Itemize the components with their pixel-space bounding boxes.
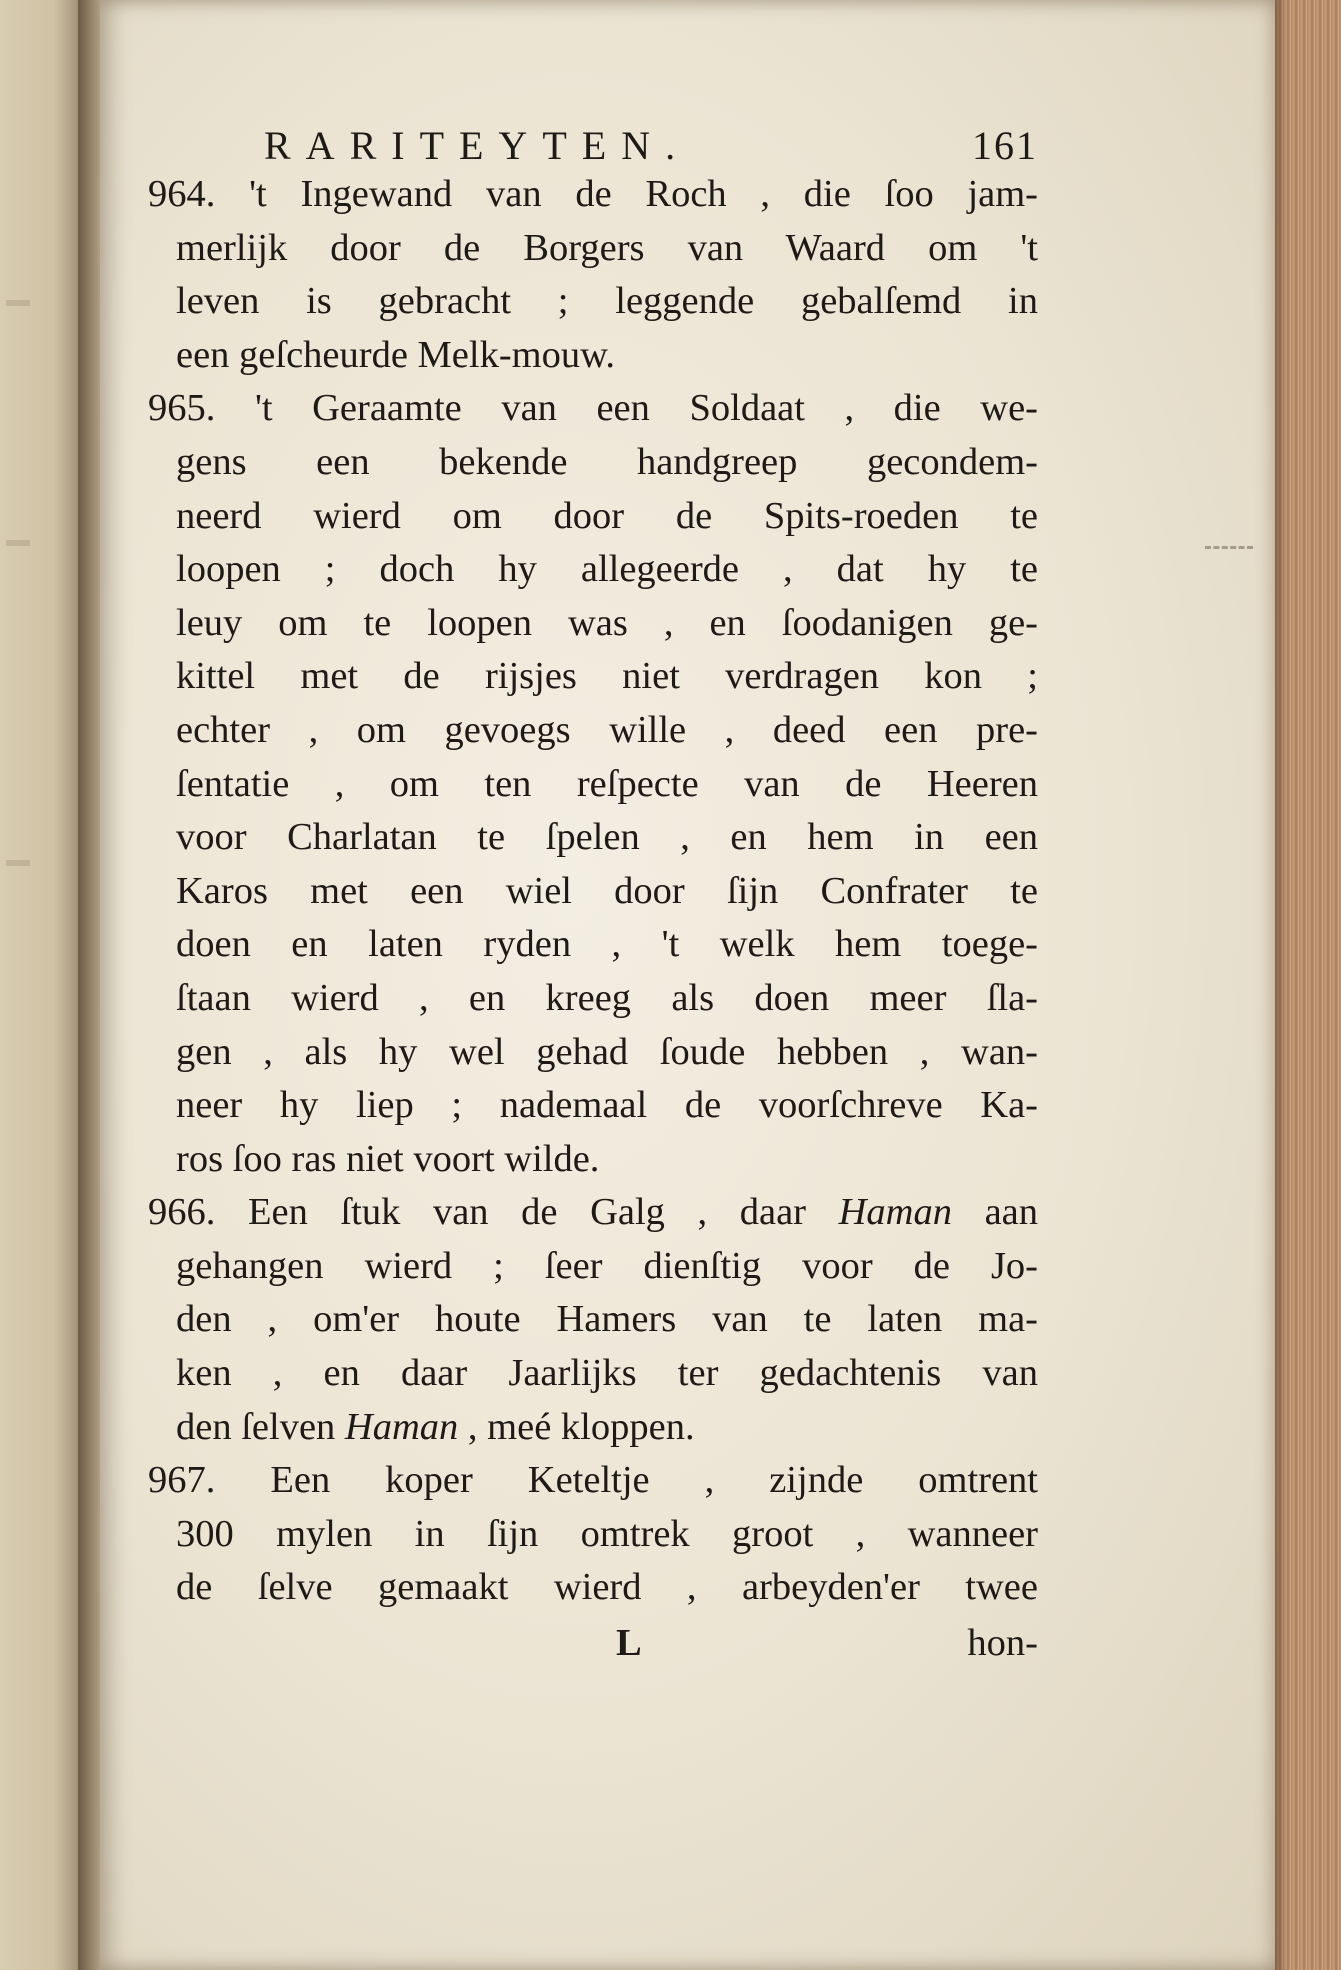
page-number: 161 — [972, 123, 1038, 168]
page-footer — [176, 1621, 1038, 1675]
page-text — [148, 118, 1038, 1675]
catalog-entry-964 — [148, 168, 1038, 382]
text-line: 967. Een koper Keteltje , zijnde omtrent — [176, 1454, 1038, 1508]
text-line: 965. 't Geraamte van een Soldaat , die we- — [176, 382, 1038, 436]
text-line: een geſcheurde Melk-mouw. — [176, 333, 616, 376]
text-line: merlijk door de Borgers van Waard om 't — [176, 226, 1038, 269]
page-block-edge — [1275, 0, 1341, 1970]
text-line: de ſelve gemaakt wierd , arbeyden'er twee — [176, 1566, 1038, 1609]
text-line: loopen ; doch hy allegeerde , dat hy te — [176, 548, 1038, 591]
text-line: 966. Een ſtuk van de Galg , daar Haman aan — [176, 1186, 1038, 1240]
text-line: neerd wierd om door de Spits-roeden te — [176, 494, 1038, 537]
text-line: Karos met een wiel door ſijn Confrater te — [176, 869, 1038, 912]
text-line: gen , als hy wel gehad ſoude hebben , wan- — [176, 1030, 1038, 1073]
text-line: voor Charlatan te ſpelen , en hem in een — [176, 816, 1038, 859]
text-line: 964. 't Ingewand van de Roch , die ſoo jam- — [176, 168, 1038, 222]
text-line: echter , om gevoegs wille , deed een pre- — [176, 708, 1038, 751]
text-line: ſtaan wierd , en kreeg als doen meer ſla- — [176, 976, 1038, 1019]
catalog-entry-965 — [148, 382, 1038, 1186]
catchword: hon- — [967, 1622, 1038, 1665]
text-line: 300 mylen in ſijn omtrek groot , wanneer — [176, 1512, 1038, 1555]
catalog-entry-966 — [148, 1186, 1038, 1454]
text-line: den ſelven Haman , meé kloppen. — [176, 1405, 695, 1448]
text-line: gens een bekende handgreep gecondem- — [176, 440, 1038, 483]
text-line: kittel met de rijsjes niet verdragen kon ; — [176, 655, 1038, 698]
text-line: leven is gebracht ; leggende gebalſemd in — [176, 280, 1038, 323]
entry-number: 966. — [148, 1191, 216, 1234]
text-line: neer hy liep ; nademaal de voorſchreve Ka- — [176, 1084, 1038, 1127]
bleed-mark — [6, 860, 30, 866]
text-line: ros ſoo ras niet voort wilde. — [176, 1137, 600, 1180]
text-line: ſentatie , om ten reſpecte van de Heeren — [176, 762, 1038, 805]
signature-mark: L — [616, 1622, 642, 1665]
running-head — [176, 118, 1038, 168]
entry-number: 965. — [148, 387, 216, 430]
entry-number: 967. — [148, 1459, 216, 1502]
entry-number: 964. — [148, 173, 216, 215]
running-head-title: RARITEYTEN. — [264, 123, 691, 168]
text-line: gehangen wierd ; ſeer dienſtig voor de Jo- — [176, 1244, 1038, 1287]
text-line: leuy om te loopen was , en ſoodanigen ge- — [176, 601, 1038, 644]
text-line: den , om'er houte Hamers van te laten ma- — [176, 1298, 1038, 1341]
margin-dash-mark — [1205, 546, 1253, 552]
text-line: ken , en daar Jaarlijks ter gedachtenis van — [176, 1352, 1038, 1395]
catalog-entry-967 — [148, 1454, 1038, 1615]
text-line: doen en laten ryden , 't welk hem toege- — [176, 923, 1038, 966]
bleed-mark — [6, 540, 30, 546]
left-page-edge — [0, 0, 90, 1970]
bleed-mark — [6, 300, 30, 306]
